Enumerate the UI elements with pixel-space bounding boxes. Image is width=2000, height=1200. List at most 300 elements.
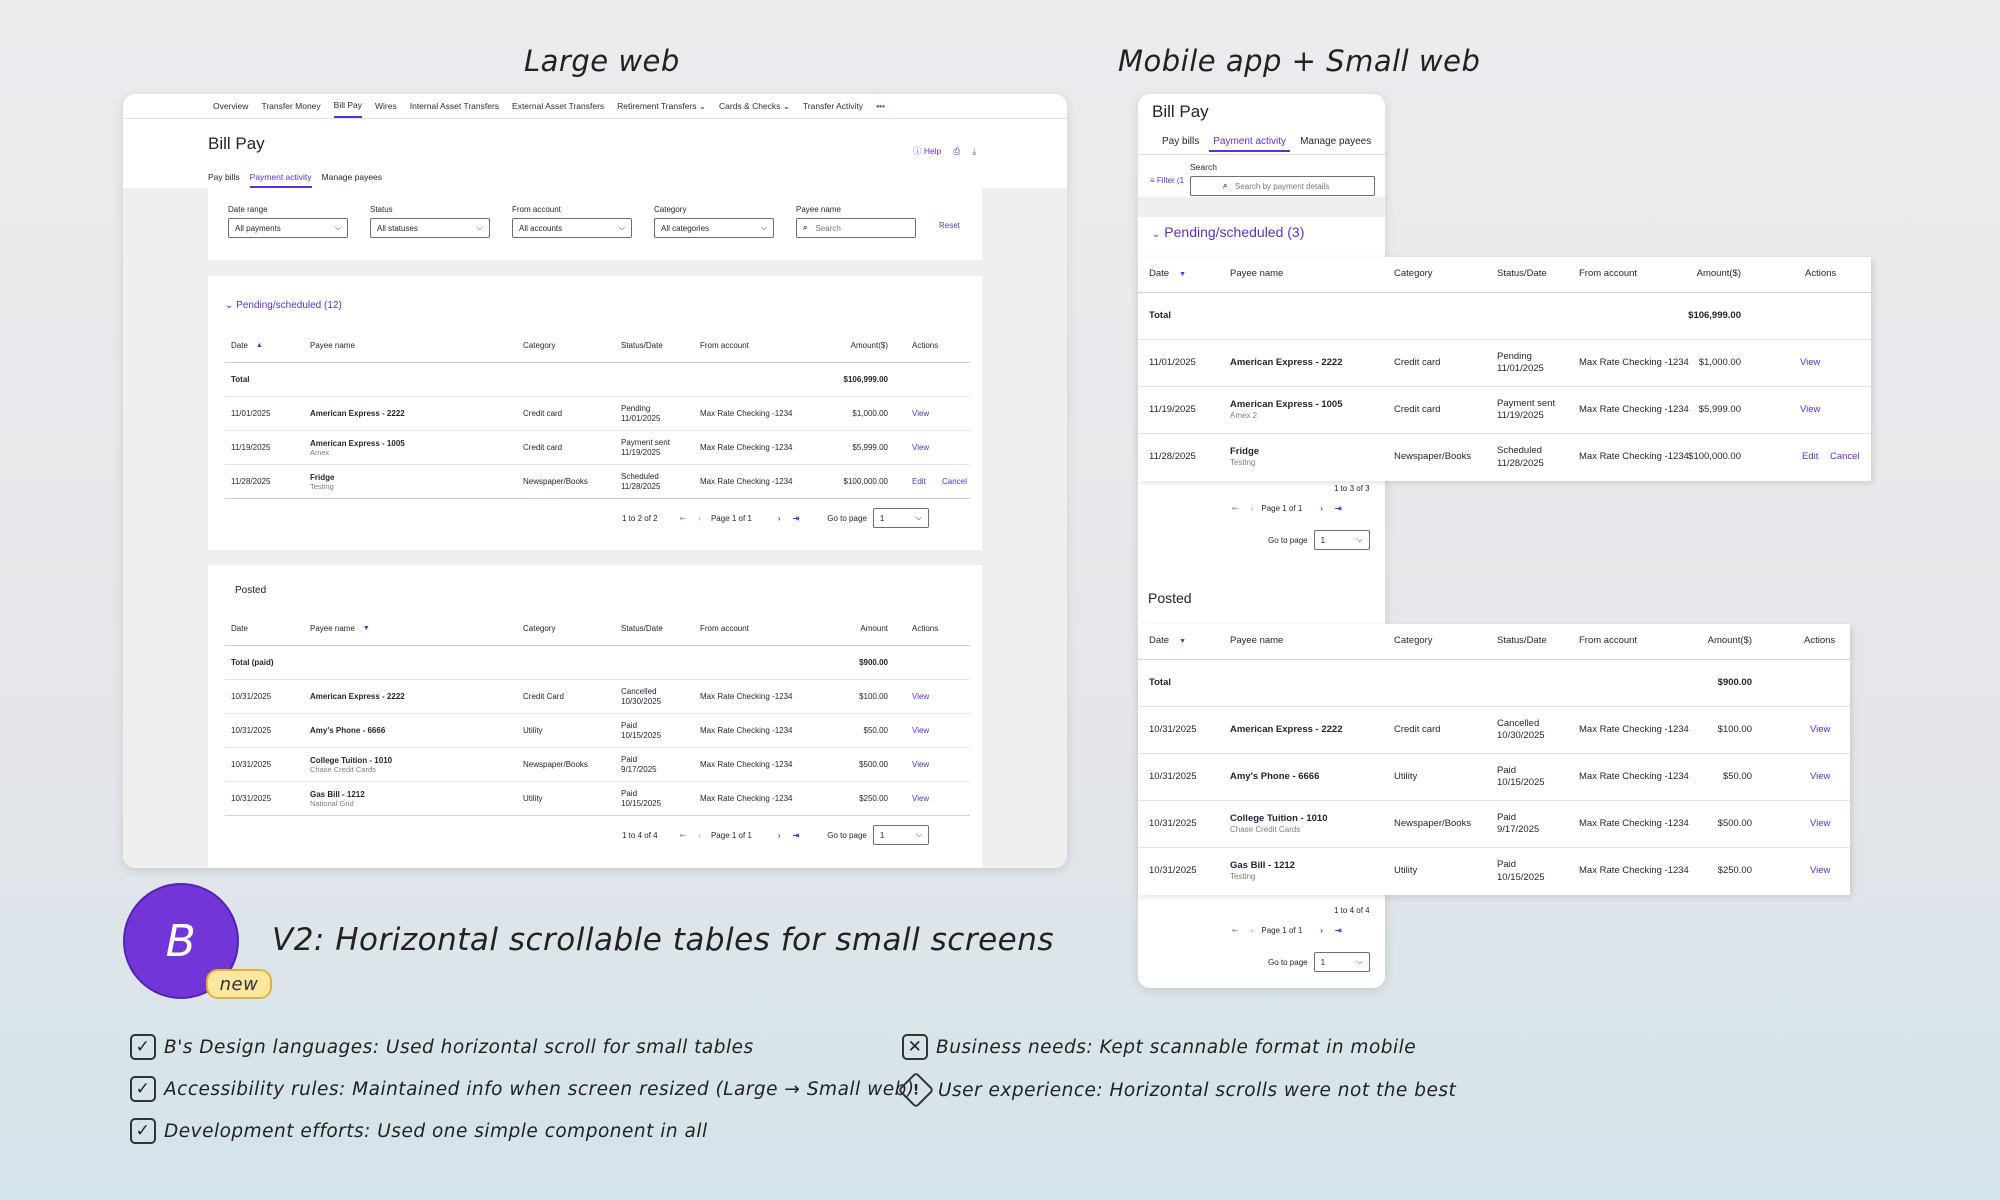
total-row <box>225 363 970 397</box>
tab-divider <box>1138 154 1385 155</box>
row-amount: $50.00 <box>1722 770 1752 782</box>
nav-divider <box>123 118 1067 119</box>
status-text: Paid <box>1497 764 1517 776</box>
row-amount: $500.00 <box>859 760 888 770</box>
chevron-down-icon: ⌵ <box>618 223 625 232</box>
goto-label: Go to page <box>1268 957 1308 967</box>
account-header: From account <box>700 341 749 351</box>
chevron-down-icon: ⌄ <box>225 300 234 311</box>
row-date: 11/19/2025 <box>1149 403 1196 415</box>
row-date: 10/31/2025 <box>231 726 272 736</box>
view-link[interactable]: View <box>1810 817 1831 829</box>
row-payee <box>1230 340 1342 386</box>
posted-title: Posted <box>235 585 267 596</box>
row-amount: $100.00 <box>1717 723 1752 735</box>
total-amount: $900.00 <box>859 658 888 668</box>
tab-bar <box>1158 136 1375 152</box>
row-amount: $1,000.00 <box>852 409 888 419</box>
next-page-icon[interactable]: › <box>1320 504 1323 513</box>
table-row <box>1138 848 1850 895</box>
goto-page-select[interactable] <box>1314 530 1370 550</box>
page-title: Bill Pay <box>208 134 265 153</box>
row-payee <box>1230 848 1295 895</box>
check-icon: ✓ <box>130 1034 156 1060</box>
table-row <box>225 714 970 748</box>
row-status <box>1497 707 1545 753</box>
sort-desc-icon: ▼ <box>362 624 370 632</box>
account-select[interactable] <box>512 218 632 238</box>
print-icon[interactable]: ⎙ <box>953 145 961 156</box>
mobile-pending-table[interactable] <box>1138 257 1871 481</box>
payee-name: Amy's Phone - 6666 <box>1230 770 1320 782</box>
date-range-label: Date range <box>228 205 268 214</box>
view-link[interactable]: View <box>912 726 930 736</box>
row-category: Utility <box>1394 865 1418 877</box>
first-page-icon[interactable]: ⇤ <box>1232 926 1239 935</box>
first-page-icon[interactable]: ⇤ <box>679 830 687 840</box>
status-text: Payment sent <box>1497 397 1556 409</box>
view-link[interactable]: View <box>912 409 930 419</box>
row-payee <box>1230 754 1319 800</box>
status-text: Paid <box>1497 859 1517 871</box>
row-amount: $50.00 <box>863 726 888 736</box>
status-text: Paid <box>621 721 638 731</box>
section-spacer <box>1138 197 1385 217</box>
status-date: 10/30/2025 <box>1497 730 1545 741</box>
next-page-icon[interactable]: › <box>1320 926 1323 935</box>
tab-pay-bills[interactable]: Pay bills <box>208 172 240 182</box>
first-page-icon[interactable]: ⇤ <box>1232 504 1239 513</box>
nav-transfer-money[interactable]: Transfer Money <box>261 101 321 111</box>
date-range-filter <box>228 205 348 238</box>
account-header: From account <box>700 624 749 634</box>
row-payee <box>1230 801 1327 847</box>
row-amount: $100,000.00 <box>843 477 888 487</box>
account-value: All accounts <box>519 223 563 233</box>
status-date: 10/15/2025 <box>1497 777 1545 788</box>
tab-bar <box>208 172 382 188</box>
total-label: Total <box>231 375 250 385</box>
prev-page-icon[interactable]: ‹ <box>1250 504 1254 513</box>
amount-header: Amount($) <box>1707 635 1752 647</box>
chevron-down-icon: ⌵ <box>1356 957 1363 966</box>
pending-toggle[interactable] <box>225 300 342 311</box>
chevron-down-icon: ⌵ <box>1356 535 1363 544</box>
pending-section <box>208 276 982 550</box>
row-amount: $5,999.00 <box>852 443 888 453</box>
filter-button[interactable] <box>1150 176 1184 185</box>
payee-name: American Express - 2222 <box>1230 356 1343 368</box>
row-category: Utility <box>523 794 543 804</box>
row-date: 10/31/2025 <box>1149 865 1197 877</box>
row-payee <box>310 714 385 748</box>
top-nav <box>213 94 885 118</box>
chevron-down-icon: ⌵ <box>334 223 341 232</box>
page-indicator: Page 1 of 1 <box>1261 926 1303 935</box>
status-text: Scheduled <box>621 472 659 482</box>
cancel-link[interactable]: Cancel <box>1830 451 1860 463</box>
download-icon[interactable]: ⤓ <box>972 145 976 156</box>
row-date: 10/31/2025 <box>231 794 272 804</box>
status-text: Cancelled <box>621 687 657 697</box>
row-account: Max Rate Checking -1234 <box>1579 356 1689 368</box>
payee-label: Payee name <box>796 205 841 214</box>
row-amount: $1,000.00 <box>1698 356 1741 368</box>
row-date: 10/31/2025 <box>231 692 272 702</box>
posted-pagination <box>622 825 929 845</box>
search-icon: ⌕ <box>1223 181 1228 190</box>
row-date: 10/31/2025 <box>231 760 272 770</box>
header-actions <box>913 145 976 157</box>
last-page-icon[interactable]: ⇥ <box>1334 926 1342 935</box>
row-account: Max Rate Checking -1234 <box>1579 817 1689 829</box>
total-row <box>1138 660 1850 707</box>
status-date: 11/01/2025 <box>621 414 661 423</box>
category-label: Category <box>654 205 687 214</box>
row-amount: $500.00 <box>1717 817 1752 829</box>
actions-header: Actions <box>912 341 939 351</box>
prev-page-icon[interactable]: ‹ <box>698 513 701 523</box>
sort-desc-icon: ▼ <box>1179 270 1187 278</box>
payee-nickname: Amex <box>310 448 330 458</box>
table-header <box>225 612 970 646</box>
large-web-heading: Large web <box>524 44 680 78</box>
date-header-label: Date <box>231 341 248 351</box>
goto-page-value: 1 <box>879 513 885 523</box>
row-category: Utility <box>1394 770 1418 782</box>
date-header-label: Date <box>1149 635 1170 647</box>
status-text: Paid <box>621 755 638 765</box>
new-tag <box>206 969 272 999</box>
total-row <box>225 646 970 680</box>
row-account: Max Rate Checking -1234 <box>1579 723 1689 735</box>
posted-table <box>225 612 970 816</box>
page-indicator: Page 1 of 1 <box>710 513 752 523</box>
prev-page-icon[interactable]: ‹ <box>1250 926 1254 935</box>
row-status <box>621 465 660 499</box>
row-payee <box>1230 387 1342 433</box>
table-header <box>225 329 970 363</box>
goto-page-value: 1 <box>1320 957 1326 967</box>
status-label: Status <box>370 205 393 214</box>
view-link[interactable]: View <box>1800 403 1821 415</box>
nav-retirement-transfers[interactable]: Retirement Transfers ⌄ <box>617 100 706 111</box>
table-row <box>225 431 970 465</box>
goto-page-select[interactable] <box>873 825 929 845</box>
table-header <box>1138 624 1850 660</box>
view-link[interactable]: View <box>1810 770 1831 782</box>
category-header: Category <box>523 341 556 351</box>
pending-title: Pending/scheduled (3) <box>1164 224 1305 240</box>
row-amount: $250.00 <box>859 794 888 804</box>
status-date: 10/15/2025 <box>621 731 662 740</box>
page-indicator: Page 1 of 1 <box>1261 504 1303 513</box>
pending-pagination <box>622 508 929 528</box>
date-range-select[interactable] <box>228 218 348 238</box>
total-label: Total <box>1149 676 1171 688</box>
view-link[interactable]: View <box>1810 865 1831 877</box>
table-row <box>225 465 970 499</box>
payee-nickname: Amex 2 <box>1230 410 1258 420</box>
note-text: Development efforts: Used one simple component in all <box>164 1120 708 1142</box>
row-date: 11/28/2025 <box>1149 451 1196 463</box>
row-account: Max Rate Checking -1234 <box>700 692 793 702</box>
status-text: Pending <box>1497 350 1532 362</box>
row-status <box>621 680 661 714</box>
payee-name: College Tuition - 1010 <box>1230 812 1328 824</box>
view-link[interactable]: View <box>912 692 930 702</box>
edit-link[interactable]: Edit <box>912 477 926 487</box>
status-header: Status/Date <box>1497 268 1547 280</box>
row-status <box>621 748 657 782</box>
status-date: 9/17/2025 <box>621 765 657 774</box>
payee-name: Amy's Phone - 6666 <box>310 726 386 736</box>
payee-name: College Tuition - 1010 <box>310 755 393 765</box>
category-select[interactable] <box>654 218 774 238</box>
row-account: Max Rate Checking -1234 <box>1579 403 1689 415</box>
note-item <box>130 1118 708 1144</box>
status-date: 11/19/2025 <box>1497 410 1544 421</box>
help-label: Help <box>923 146 942 156</box>
status-text: Paid <box>1497 811 1517 823</box>
total-amount: $106,999.00 <box>1688 309 1741 321</box>
row-amount: $250.00 <box>1717 865 1752 877</box>
amount-header: Amount <box>860 624 888 634</box>
mobile-heading: Mobile app + Small web <box>1118 44 1481 78</box>
check-icon: ✓ <box>130 1076 156 1102</box>
goto-page-value: 1 <box>879 830 885 840</box>
row-status <box>1497 801 1539 847</box>
payee-header: Payee name <box>310 341 355 351</box>
row-date: 10/31/2025 <box>1149 723 1197 735</box>
goto-label: Go to page <box>827 513 867 523</box>
payee-name: Fridge <box>310 472 335 482</box>
date-header[interactable] <box>1149 624 1186 659</box>
category-header: Category <box>1394 268 1433 280</box>
chevron-down-icon: ⌵ <box>760 223 767 232</box>
payee-search-input[interactable] <box>796 218 916 238</box>
next-page-icon[interactable]: › <box>777 830 781 840</box>
table-row <box>225 680 970 714</box>
payee-nickname: Testing <box>1230 458 1256 468</box>
posted-section <box>208 565 982 868</box>
status-date: 11/28/2025 <box>621 482 661 491</box>
status-header: Status/Date <box>621 341 663 351</box>
row-account: Max Rate Checking -1234 <box>700 443 793 453</box>
row-date: 11/01/2025 <box>1149 356 1196 368</box>
table-row <box>1138 754 1850 801</box>
row-status <box>621 397 660 431</box>
tab-payment-activity[interactable]: Payment activity <box>1209 136 1290 152</box>
row-payee <box>310 782 365 816</box>
pagination-range: 1 to 4 of 4 <box>622 830 658 840</box>
row-category: Credit card <box>523 443 563 453</box>
view-link[interactable]: View <box>1800 356 1821 368</box>
row-payee <box>310 397 405 431</box>
row-account: Max Rate Checking -1234 <box>1579 770 1689 782</box>
payee-header: Payee name <box>1230 635 1284 647</box>
search-input[interactable] <box>1190 176 1375 196</box>
view-link[interactable]: View <box>912 760 930 770</box>
goto-page-value: 1 <box>1320 535 1326 545</box>
payee-name: Fridge <box>1230 446 1260 458</box>
view-link[interactable]: View <box>912 443 930 453</box>
filter-icon: ≡ <box>1150 176 1155 185</box>
payee-header: Payee name <box>1230 268 1284 280</box>
nav-cards-checks[interactable]: Cards & Checks ⌄ <box>719 100 790 111</box>
status-date: 11/28/2025 <box>1497 457 1544 469</box>
row-account: Max Rate Checking -1234 <box>700 760 793 770</box>
date-header[interactable] <box>1149 257 1186 292</box>
row-status <box>1497 848 1545 895</box>
row-account: Max Rate Checking -1234 <box>1579 865 1689 877</box>
table-row <box>1138 707 1850 754</box>
nav-transfer-activity[interactable]: Transfer Activity <box>802 101 864 111</box>
note-item <box>130 1076 915 1102</box>
cancel-link[interactable]: Cancel <box>942 477 967 487</box>
note-text: B's Design languages: Used horizontal scroll for small tables <box>164 1036 754 1058</box>
payee-name: American Express - 2222 <box>310 409 405 419</box>
note-item <box>902 1034 1416 1060</box>
table-row <box>225 782 970 816</box>
status-select[interactable] <box>370 218 490 238</box>
page-title: Bill Pay <box>1152 102 1209 121</box>
total-amount: $900.00 <box>1717 676 1752 688</box>
payee-nickname: Testing <box>1230 872 1256 882</box>
row-status <box>1497 340 1544 386</box>
total-amount: $106,999.00 <box>843 375 888 385</box>
nav-more-button[interactable]: ••• <box>876 101 885 111</box>
row-date: 10/31/2025 <box>1149 770 1197 782</box>
status-date: 11/19/2025 <box>621 448 661 457</box>
page-header <box>123 94 1067 188</box>
total-label: Total <box>1149 309 1171 321</box>
date-header-label: Date <box>1149 268 1170 280</box>
row-category: Credit card <box>1394 356 1441 368</box>
category-filter <box>654 205 774 238</box>
goto-page-select[interactable] <box>1314 952 1370 972</box>
goto-page <box>1268 952 1370 972</box>
nav-overview[interactable]: Overview <box>213 101 249 111</box>
status-date: 11/01/2025 <box>1497 363 1544 374</box>
status-text: Paid <box>621 789 638 799</box>
page-indicator: Page 1 of 1 <box>710 830 752 840</box>
prev-page-icon[interactable]: ‹ <box>698 830 701 840</box>
row-account: Max Rate Checking -1234 <box>1579 451 1689 463</box>
payee-name: American Express - 1005 <box>310 438 405 448</box>
table-header <box>1138 257 1871 293</box>
help-link[interactable] <box>913 145 941 157</box>
view-link[interactable]: View <box>912 794 930 804</box>
nav-internal-asset-transfers[interactable]: Internal Asset Transfers <box>409 101 500 111</box>
mobile-posted-table[interactable] <box>1138 624 1850 895</box>
nav-external-asset-transfers[interactable]: External Asset Transfers <box>512 101 605 111</box>
amount-header: Amount($) <box>850 341 888 351</box>
goto-page-select[interactable] <box>873 508 929 528</box>
row-status <box>1497 434 1544 481</box>
row-category: Newspaper/Books <box>1394 451 1472 463</box>
payee-name: American Express - 2222 <box>1230 723 1343 735</box>
last-page-icon[interactable]: ⇥ <box>792 830 800 840</box>
chevron-down-icon: ⌵ <box>915 513 922 522</box>
help-icon: ⓘ <box>913 146 922 156</box>
total-label: Total (paid) <box>231 658 274 668</box>
status-date: 10/30/2025 <box>621 697 662 706</box>
page-controls <box>1226 504 1348 513</box>
payee-nickname: Chase Credit Cards <box>1230 824 1301 834</box>
payee-name: American Express - 1005 <box>1230 398 1343 410</box>
nav-wires[interactable]: Wires <box>375 101 397 111</box>
row-category: Credit card <box>1394 403 1441 415</box>
search-icon: ⌕ <box>803 223 808 232</box>
payee-header[interactable] <box>310 612 370 646</box>
status-text: Cancelled <box>1497 717 1540 729</box>
table-row <box>1138 387 1871 434</box>
category-header: Category <box>1394 635 1433 647</box>
payee-filter <box>796 205 916 238</box>
status-text: Pending <box>621 404 651 414</box>
reset-button[interactable]: Reset <box>939 221 960 230</box>
goto-label: Go to page <box>827 830 867 840</box>
tab-manage-payees[interactable]: Manage payees <box>321 172 383 182</box>
status-text: Scheduled <box>1497 445 1542 457</box>
last-page-icon[interactable]: ⇥ <box>792 513 800 523</box>
row-status <box>1497 387 1555 433</box>
edit-link[interactable]: Edit <box>1802 451 1819 463</box>
first-page-icon[interactable]: ⇤ <box>679 513 687 523</box>
chevron-down-icon: ⌵ <box>915 830 922 839</box>
row-payee <box>310 680 405 714</box>
table-row <box>1138 340 1871 387</box>
status-date: 10/15/2025 <box>621 799 662 808</box>
account-header: From account <box>1579 268 1638 280</box>
variant-title: V2: Horizontal scrollable tables for small screens <box>272 922 1055 958</box>
note-text: Accessibility rules: Maintained info when screen resized (Large → Small web) <box>164 1078 915 1100</box>
note-item <box>130 1034 754 1060</box>
category-value: All categories <box>661 223 710 233</box>
tab-payment-activity[interactable]: Payment activity <box>250 172 312 188</box>
category-header: Category <box>523 624 556 634</box>
last-page-icon[interactable]: ⇥ <box>1334 504 1342 513</box>
account-label: From account <box>512 205 561 214</box>
table-row <box>1138 801 1850 848</box>
payee-search-placeholder: Search <box>815 223 841 233</box>
payee-name: Gas Bill - 1212 <box>1230 860 1295 872</box>
payee-nickname: Testing <box>310 482 334 492</box>
status-header: Status/Date <box>1497 635 1547 647</box>
account-filter <box>512 205 632 238</box>
tab-manage-payees[interactable]: Manage payees <box>1300 136 1372 147</box>
row-account: Max Rate Checking -1234 <box>700 477 793 487</box>
row-account: Max Rate Checking -1234 <box>700 409 793 419</box>
payee-name: Gas Bill - 1212 <box>310 789 365 799</box>
amount-header: Amount($) <box>1696 268 1741 280</box>
row-category: Newspaper/Books <box>523 760 588 770</box>
date-range-value: All payments <box>235 223 281 233</box>
view-link[interactable]: View <box>1810 723 1831 735</box>
row-date: 11/19/2025 <box>231 443 271 453</box>
nav-bill-pay[interactable]: Bill Pay <box>334 94 362 118</box>
status-text: Payment sent <box>621 438 670 448</box>
row-amount: $100.00 <box>859 692 888 702</box>
table-row <box>225 748 970 782</box>
row-payee <box>310 465 334 499</box>
payee-nickname: Chase Credit Cards <box>310 765 376 775</box>
tab-pay-bills[interactable]: Pay bills <box>1162 136 1200 147</box>
pending-toggle[interactable] <box>1152 224 1304 240</box>
next-page-icon[interactable]: › <box>777 513 781 523</box>
date-header[interactable] <box>231 329 263 363</box>
